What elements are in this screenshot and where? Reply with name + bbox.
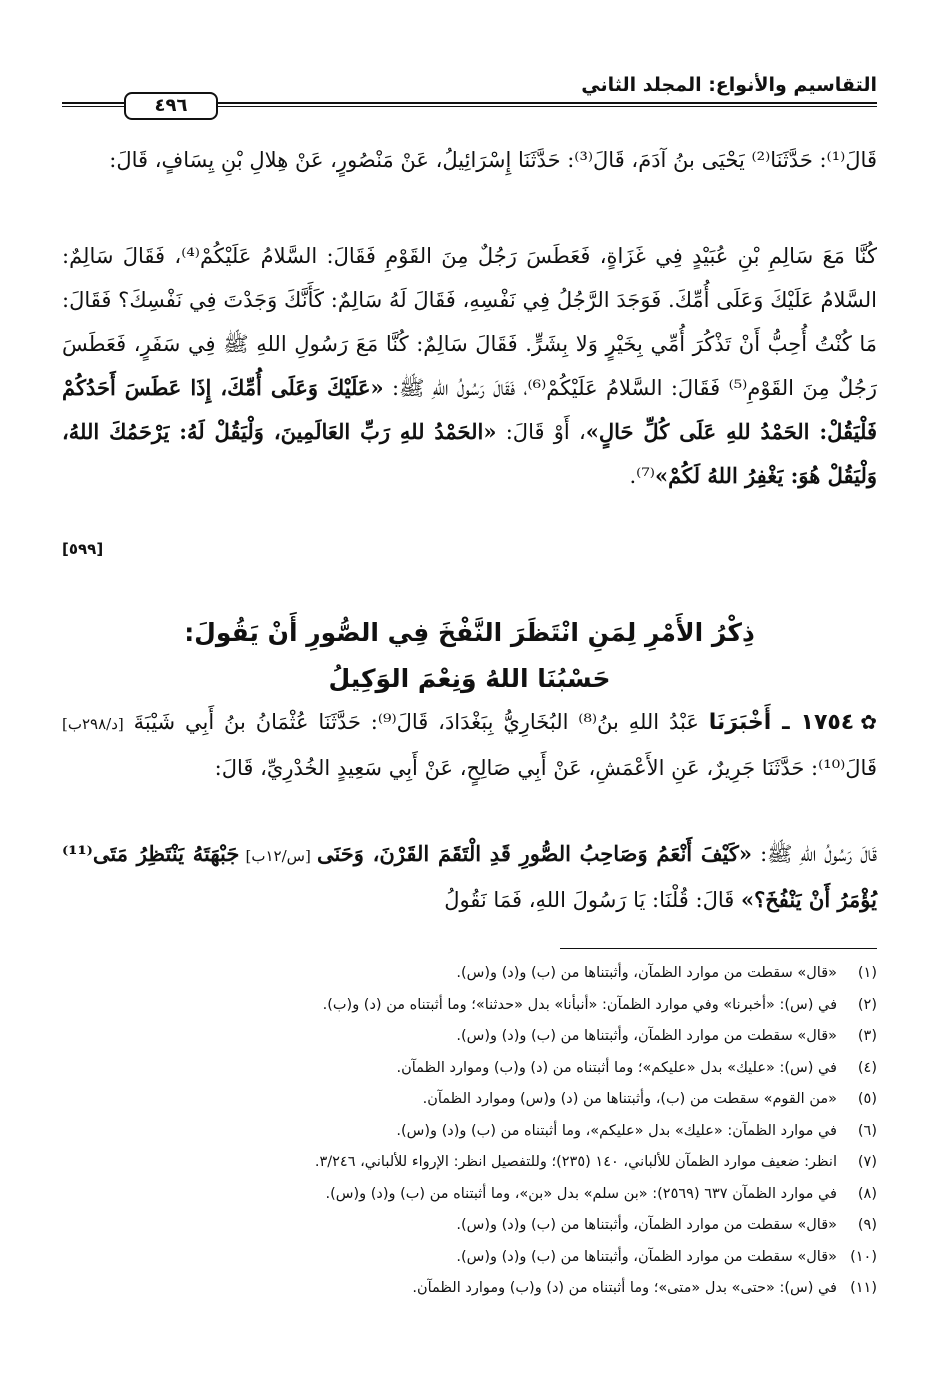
footnote-number: (٧) [857,1154,877,1170]
footnote-text: في موارد الظمآن ٦٣٧ (٢٥٦٩): «بن سلم» بدل «بن»، وما أثبتناه من (ب) و(د) و(س). [325,1185,837,1202]
hadith-number: ١٧٥٤ ـ أَخْبَرَنَا [708,710,855,735]
footnote-marker: ⁽⁷⁾. [629,464,655,488]
prophetic-saying: «كَيْفَ أَنْعَمُ وَصَاحِبُ الصُّورِ قَدِ الْتَقَمَ القَرْنَ، وَحَنَى [316,841,753,866]
footnote-text: «قال» سقطت من موارد الظمآن، وأثبتناها من (ب) و(د) و(س). [456,965,837,981]
running-title: التقاسيم والأنواع: المجلد الثاني [581,74,877,96]
page-header [62,70,877,128]
footnote [62,1179,877,1211]
footnote-number: (٢) [857,996,877,1013]
footnote [62,1147,877,1179]
footnote-separator [560,948,877,949]
prophetic-saying: «عَلَيْكَ وَعَلَى أُمِّكَ، إِذَا عَطَسَ أَحَدُكُمْ فَلْيَقُلْ: الحَمْدُ للهِ عَلَى كُلِّ حَالٍ» [62,375,878,444]
footnote [62,1116,877,1148]
footnote [62,1210,877,1242]
manuscript-reference: [د/٢٩٨ب] [62,715,124,733]
footnote-text: في (س): «عليك» بدل «عليكم»؛ وما أثبتناه من (د) و(ب) وموارد الظمآن. [396,1059,837,1076]
page-number: ٤٩٦ [124,92,218,120]
chapter-heading-line-1: ذِكْرُ الأَمْرِ لِمَنِ انْتَظَرَ النَّفْخَ فِي الصُّورِ أَنْ يَقُولَ: [184,618,755,647]
matn-text: قَالَ رَسُولُ اللهِ ﷺ: [752,842,877,866]
footnote-text: في (س): «أخبرنا» وفي موارد الظمآن: «أنبأنا» بدل «حدثنا»؛ وما أثبتناه من (د) و(ب). [322,996,837,1013]
matn-text: ، أَوْ قَالَ: [496,420,586,444]
footnote [62,1242,877,1274]
isnad-paragraph-1: قَالَ⁽¹⁾: حَدَّثَنَا⁽²⁾ يَحْيَى بنُ آدَمَ، قَالَ⁽³⁾: حَدَّثَنَا إِسْرَائِيلُ، عَنْ مَنْصُورٍ، عَنْ هِلالِ بْنِ يِسَافٍ، قَالَ: [109,148,877,172]
footnotes [62,958,877,1305]
isnad-text: قَالَ⁽¹⁰⁾: حَدَّثَنَا جَرِيرٌ، عَنِ الأَعْمَشِ، عَنْ أَبِي صَالِحٍ، عَنْ أَبِي سَعِيدٍ الخُدْرِيِّ، قَالَ: [214,756,877,780]
prophetic-saying: جَبْهَتَهُ يَنْتَظِرُ مَتَى⁽¹¹⁾ يُؤْمَرُ أَنْ يَنْفُخَ؟» [62,841,877,912]
prophetic-saying: «الحَمْدُ للهِ رَبِّ العَالَمِينَ، وَلْيَقُلْ لَهُ: يَرْحَمُكَ اللهُ، وَلْيَقُلْ هُوَ: يَغْفِرُ اللهُ لَكُمْ» [62,419,877,488]
footnote-text: انظر: ضعيف موارد الظمآن للألباني، ١٤٠ (٢٣٥)؛ وللتفصيل انظر: الإرواء للألباني، ٣/٢٤٦. [314,1154,837,1170]
footnote [62,1084,877,1116]
footnote-number: (٩) [857,1217,877,1233]
footnote [62,958,877,990]
footnote-text: «قال» سقطت من موارد الظمآن، وأثبتناها من (ب) و(د) و(س). [456,1028,837,1044]
footnote-number: (٣) [857,1028,877,1044]
isnad-paragraph-2 [62,700,877,790]
ornament-icon: ✿ [860,710,877,734]
chapter-heading-line-2: حَسْبُنَا اللهُ وَنِعْمَ الوَكِيلُ [328,664,611,693]
footnote [62,1053,877,1085]
footnote [62,1273,877,1305]
footnote-text: «قال» سقطت من موارد الظمآن، وأثبتناها من (ب) و(د) و(س). [456,1248,837,1265]
chapter-heading [62,610,877,702]
manuscript-reference: [س/١٢ب] [239,847,317,865]
footnote-number: (٦) [857,1122,877,1139]
isnad-text: عَبْدُ اللهِ بنُ⁽⁸⁾ البُخَارِيُّ بِبَغْدَادَ، قَالَ⁽⁹⁾: حَدَّثَنَا عُثْمَانُ بنُ أَبِي شَيْبَةَ [123,710,709,734]
matn-text: كُنَّا مَعَ سَالِمِ بْنِ عُبَيْدٍ فِي غَزَاةٍ، فَعَطَسَ رَجُلٌ مِنَ القَوْمِ فَقَالَ: السَّلامُ عَلَيْكُمْ⁽⁴⁾، فَقَالَ سَالِمٌ: السَّلامُ عَلَيْكَ وَعَلَى أُمِّكَ. فَوَجَدَ الرَّجُلُ فِي نَفْسِهِ، فَقَالَ لَهُ سَالِمٌ: كَأَنَّكَ وَجَدْتَ فِي نَفْسِكَ؟ فَقَالَ: مَا كُنْتُ أُحِبُّ أَنْ تَذْكُرَ أُمِّي بِخَيْرٍ وَلا بِشَرٍّ. فَقَالَ سَالِمٌ: كُنَّا مَعَ رَسُولِ اللهِ ﷺ فِي سَفَرٍ، فَعَطَسَ رَجُلٌ مِنَ القَوْمِ⁽⁵⁾ فَقَالَ: السَّلامُ عَلَيْكُمْ⁽⁶⁾، فَقَالَ رَسُولُ اللهِ ﷺ: [62,244,877,400]
footnote-number: (٥) [857,1091,877,1107]
matn-paragraph-1 [62,234,877,498]
footnote-text: «قال» سقطت من موارد الظمآن، وأثبتناها من (ب) و(د) و(س). [456,1217,837,1233]
hadith-reference: [٥٩٩] [62,540,104,558]
footnote-number: (١٠) [850,1248,877,1265]
footnote-number: (٤) [857,1059,877,1076]
footnote [62,990,877,1022]
footnote [62,1021,877,1053]
matn-text: قَالَ: قُلْنَا: يَا رَسُولَ اللهِ، فَمَا نَقُولُ [444,888,741,912]
footnote-text: «من القوم» سقطت من (ب)، وأثبتناها من (د) و(س) وموارد الظمآن. [422,1091,837,1107]
matn-paragraph-2 [62,832,877,922]
footnote-text: في (س): «حتى» بدل «متى»؛ وما أثبتناه من (د) و(ب) وموارد الظمآن. [412,1280,837,1296]
footnote-number: (١) [857,965,877,981]
footnote-text: في موارد الظمآن: «عليك» بدل «عليكم»، وما أثبتناه من (ب) و(د) و(س). [396,1122,837,1139]
footnote-number: (٨) [857,1185,877,1202]
footnote-number: (١١) [850,1280,877,1296]
